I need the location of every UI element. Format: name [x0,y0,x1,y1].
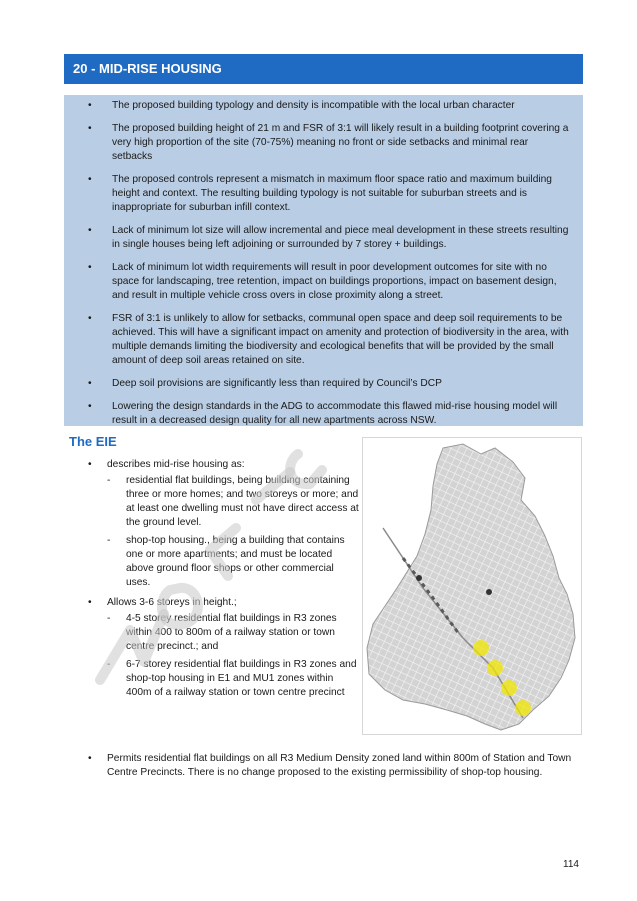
eie-final-item: • Permits residential flat buildings on all R3 Medium Density zoned land within 800m of Station and Town Centre Precincts. There is no change proposed to the existing permissibility of shop-top housing. [88,753,572,778]
eie-item: • Allows 3-6 storeys in height.; - 4-5 storey residential flat buildings in R3 zones within 400 to 800m of a railway station or town centre precinct.; and - 6-7 storey residential flat buildings in R3 zones and shop-top housing in E1 and MU1 zones within 400m of a railway station or town centre precinct [84,596,359,700]
list-item: • The proposed controls represent a mismatch in maximum floor space ratio and maximum building height and context. The resulting building typology is not suitable for suburban streets and is inappropriate for suburban infill context. [88,174,552,213]
list-item: • Lack of minimum lot width requirements will result in poor development outcomes for site with no space for landscaping, tree retention, impact on buildings proportions, impact on basement design, and result in multiple vehicle cross overs in close proximity along a street. [88,262,557,301]
list-item: • The proposed building typology and density is incompatible with the local urban character [88,100,515,111]
eie-list [84,458,359,706]
eie-item: • describes mid-rise housing as: - residential flat buildings, being building containing three or more homes; and two storeys or more; and at least one dwelling must not have direct access at the ground level. - shop-top housing., being a building that contains one or more apartments; and must be located above ground floor shops or other commercial uses. [88,459,359,588]
eie-heading: The EIE [69,434,117,449]
list-item: • Lack of minimum lot size will allow incremental and piece meal development in these streets resulting in single houses being left adjoining or surrounded by 7 storey + buildings. [88,225,569,250]
sub-item: - 6-7 storey residential flat buildings in R3 zones and shop-top housing in E1 and MU1 zones within 400m of a railway station or town centre precinct [107,659,357,698]
list-item: • Deep soil provisions are significantly less than required by Council’s DCP [88,378,442,389]
section-header: 20 - MID-RISE HOUSING [64,54,583,84]
page-number: 114 [563,859,579,870]
list-item: • The proposed building height of 21 m and FSR of 3:1 will likely result in a building footprint covering a very high proportion of the site (70-75%) meaning no front or side setbacks and minimal rear setbacks [88,123,569,162]
list-item: • Lowering the design standards in the ADG to accommodate this flawed mid-rise housing model will result in a decreased design quality for all new apartments across NSW. [88,401,558,426]
sub-item: - 4-5 storey residential flat buildings in R3 zones within 400 to 800m of a railway station or town centre precinct.; and [107,613,337,652]
locality-map [362,437,582,735]
issues-box [64,95,583,426]
suburb-boundary [367,444,575,730]
sub-item: - shop-top housing., being a building that contains one or more apartments; and must be located above ground floor shops or other commercial uses. [107,535,345,588]
map-graphic [363,438,581,734]
list-item: • FSR of 3:1 is unlikely to allow for setbacks, communal open space and deep soil requirements to be achieved. This will have a significant impact on amenity and protection of biodiversity in the area, with multiple demands limiting the biodiversity and ecological benefits that will be provided by the small amount of deep soil areas retained on site. [88,313,569,366]
sub-item: - residential flat buildings, being building containing three or more homes; and two storeys or more; and at least one dwelling must not have direct access at the ground level. [107,475,359,528]
